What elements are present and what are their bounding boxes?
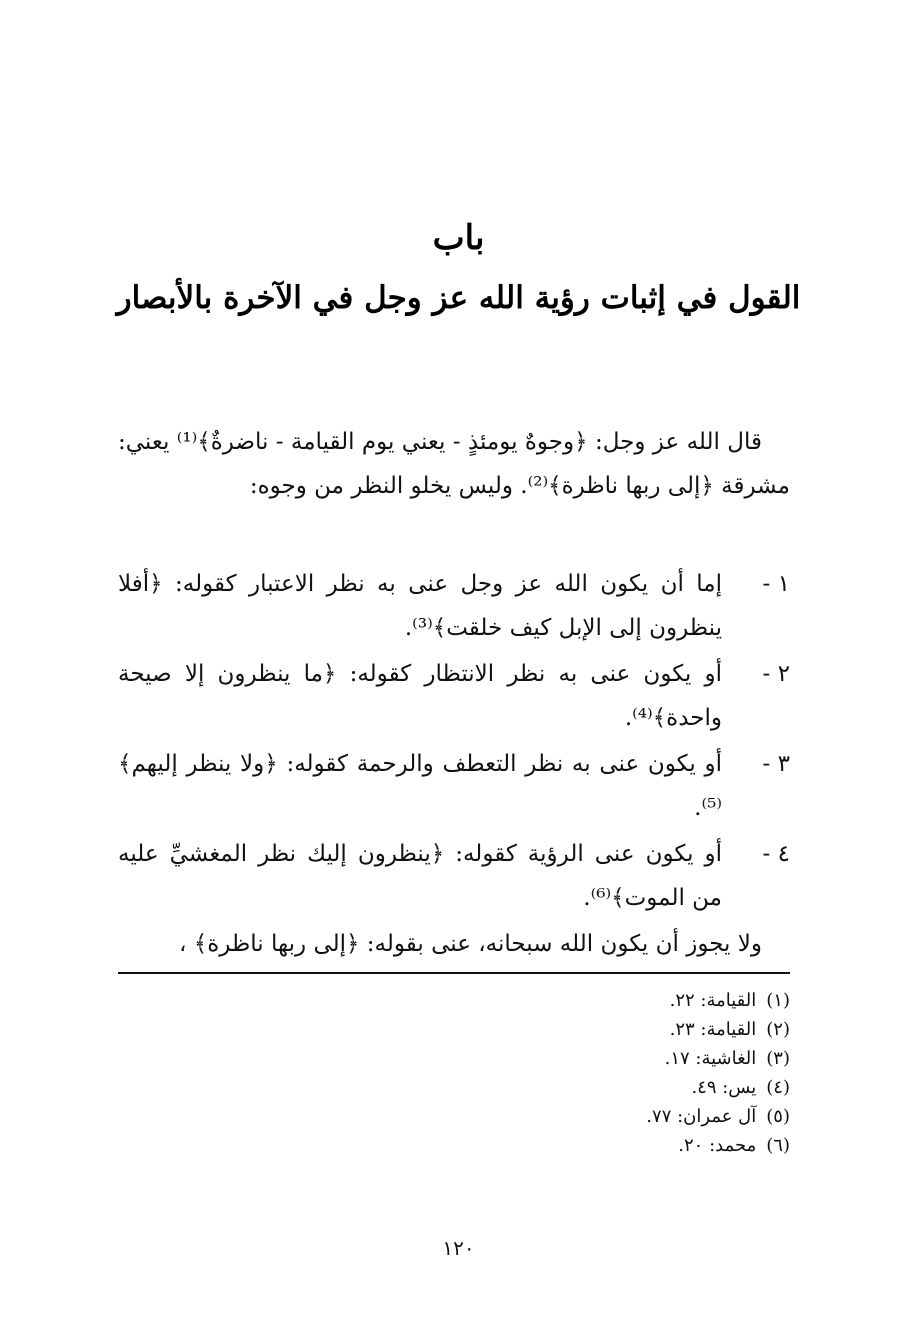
footnote [118,1015,790,1044]
footnote-text: القيامة: ٢٣. [669,1019,757,1040]
list-item-number: ١ - [762,571,790,597]
list-item-text: أو يكون عنى به نظر الانتظار كقوله: ﴿ما ينظرون إلا صيحة واحدة﴾⁽⁴⁾. [118,661,722,731]
list-item [118,652,790,740]
footnote [118,1131,790,1160]
footnote-mark: (٢) [766,1019,790,1040]
chapter-title: القول في إثبات رؤية الله عز وجل في الآخرة بالأبصار [116,280,801,316]
list-item [118,832,790,920]
list-item [118,562,790,650]
footnote-mark: (١) [766,990,790,1011]
footnote-mark: (٥) [766,1106,790,1127]
footnote [118,986,790,1015]
closing-paragraph: ولا يجوز أن يكون الله سبحانه، عنى بقوله: ﴿إلى ربها ناظرة﴾ ، [179,931,762,957]
footnote-text: القيامة: ٢٢. [669,990,757,1011]
footnote [118,1044,790,1073]
list-item-text: إما أن يكون الله عز وجل عنى به نظر الاعتبار كقوله: ﴿أفلا ينظرون إلى الإبل كيف خلقت﴾⁽³⁾. [118,571,723,641]
footnote-mark: (٤) [766,1077,790,1098]
intro-paragraph: قال الله عز وجل: ﴿وجوهٌ يومئذٍ - يعني يوم القيامة - ناضرةٌ﴾⁽¹⁾ يعني: مشرقة ﴿إلى ربها ناظرة﴾⁽²⁾. وليس يخلو النظر من وجوه: [118,429,790,499]
list-item-text: أو يكون عنى به نظر التعطف والرحمة كقوله: ﴿ولا ينظر إليهم﴾⁽⁵⁾. [118,751,722,821]
footnote-text: الغاشية: ١٧. [664,1048,757,1069]
footnote [118,1073,790,1102]
page-number: ١٢٠ [442,1236,475,1260]
footnote-text: يس: ٤٩. [691,1077,757,1098]
list-item [118,742,790,830]
footnote-text: آل عمران: ٧٧. [646,1106,757,1127]
list-item-number: ٤ - [762,841,790,867]
footnote-text: محمد: ٢٠. [678,1135,757,1156]
list-item-number: ٢ - [762,661,790,687]
footnote-mark: (٣) [766,1048,790,1069]
chapter-label: باب [432,218,485,258]
list-item-text: أو يكون عنى الرؤية كقوله: ﴿ينظرون إليك نظر المغشيِّ عليه من الموت﴾⁽⁶⁾. [118,841,722,911]
footnote-divider [118,972,790,974]
footnote-mark: (٦) [766,1135,790,1156]
footnotes [118,986,790,1160]
list-item-number: ٣ - [762,751,790,777]
footnote [118,1102,790,1131]
